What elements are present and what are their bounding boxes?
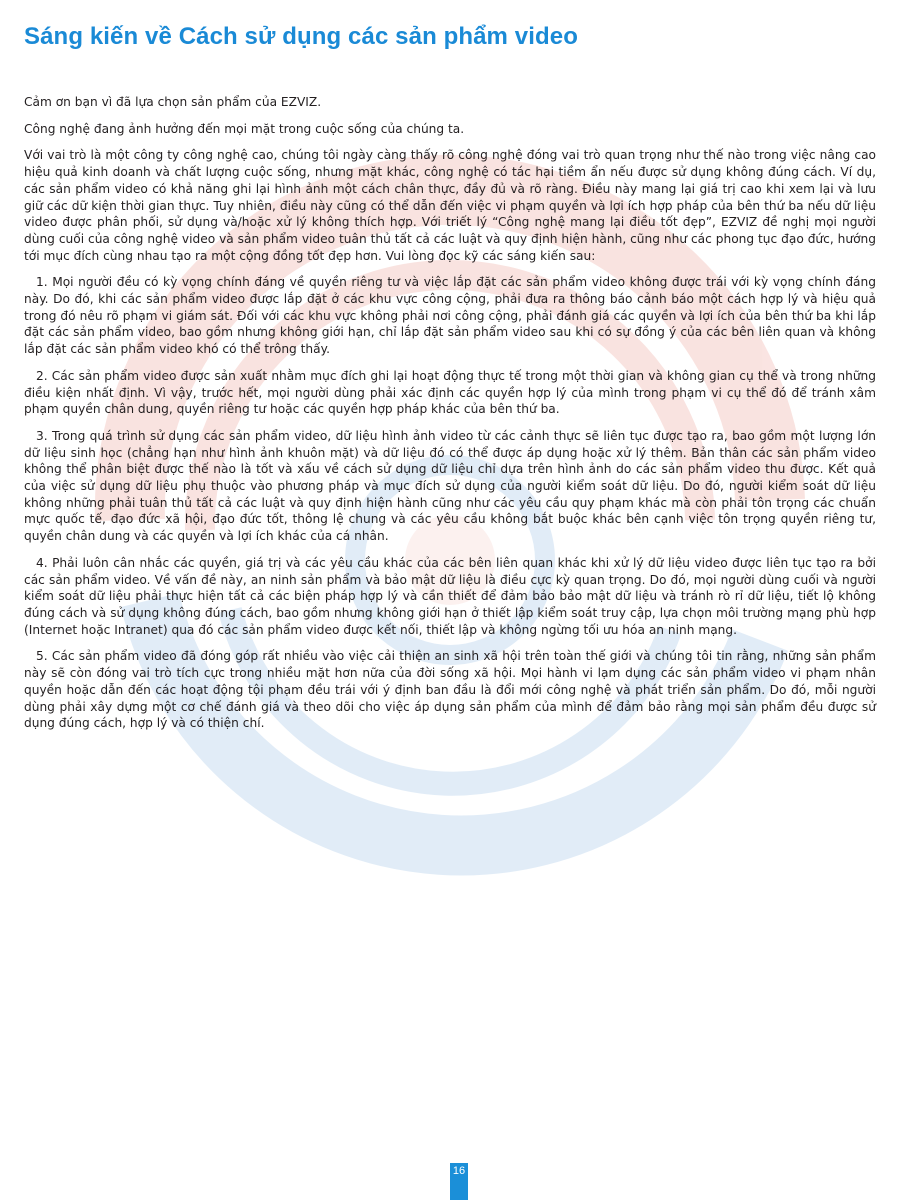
initiative-item-3: 3. Trong quá trình sử dụng các sản phẩm video, dữ liệu hình ảnh video từ các cảnh thực sẽ liên tục được tạo ra, bao gồm một lượng lớn dữ liệu sinh học (chẳng hạn như hình ảnh khuôn mặt) và dữ liệu đó có thể được áp dụng hoặc xử lý thêm. Bản thân các sản phẩm video không thể phân biệt được thế nào là tốt và xấu về cách sử dụng dữ liệu chỉ dựa trên hình ảnh do các sản phẩm video thu được. Kết quả của việc sử dụng dữ liệu phụ thuộc vào phương pháp và mục đích sử dụng của người kiểm soát dữ liệu. Do đó, người kiểm soát dữ liệu không những phải tuân thủ tất cả các luật và quy định hiện hành cũng như các yêu cầu quy phạm khác mà còn phải tôn trọng các chuẩn mực quốc tế, đạo đức xã hội, đạo đức tốt, thông lệ chung và các yêu cầu không bắt buộc khác bên cạnh việc tôn trọng quyền riêng tư, quyền chân dung và các quyền và lợi ích khác của cá nhân. bbox=[24, 428, 876, 544]
initiative-item-5: 5. Các sản phẩm video đã đóng góp rất nhiều vào việc cải thiện an sinh xã hội trên toàn thế giới và chúng tôi tin rằng, những sản phẩm này sẽ còn đóng vai trò tích cực trong nhiều mặt hơn nữa của đời sống xã hội. Mọi hành vi lạm dụng các sản phẩm video vi phạm nhân quyền hoặc dẫn đến các hoạt động tội phạm đều trái với ý định ban đầu là đổi mới công nghệ và phát triển sản phẩm. Do đó, mỗi người dùng phải xây dựng một cơ chế đánh giá và theo dõi cho việc áp dụng sản phẩm của mình để đảm bảo rằng mọi sản phẩm đều được sử dụng đúng cách, hợp lý và có thiện chí. bbox=[24, 649, 876, 731]
intro-paragraph: Công nghệ đang ảnh hưởng đến mọi mặt trong cuộc sống của chúng ta. bbox=[24, 121, 465, 136]
initiative-item-4: 4. Phải luôn cân nhắc các quyền, giá trị và các yêu cầu khác của các bên liên quan khác khi xử lý dữ liệu video được liên tục tạo ra bởi các sản phẩm video. Về vấn đề này, an ninh sản phẩm và bảo mật dữ liệu là điều cực kỳ quan trọng. Do đó, mọi người dùng cuối và người kiểm soát dữ liệu phải thực hiện tất cả các biện pháp hợp lý và cần thiết để đảm bảo bảo mật dữ liệu và tránh rò rỉ dữ liệu, tiết lộ không đúng cách và sử dụng không đúng cách, bao gồm nhưng không giới hạn ở thiết lập kiểm soát truy cập, lựa chọn môi trường mạng phù hợp (Internet hoặc Intranet) qua đó các sản phẩm video được kết nối, thiết lập và không ngừng tối ưu hóa an ninh mạng. bbox=[24, 555, 876, 637]
context-paragraph: Với vai trò là một công ty công nghệ cao, chúng tôi ngày càng thấy rõ công nghệ đóng vai trò quan trọng như thế nào trong việc nâng cao hiệu quả kinh doanh và chất lượng cuộc sống, nhưng mặt khác, công nghệ có tác hại tiềm ẩn nếu được sử dụng không đúng cách. Ví dụ, các sản phẩm video có khả năng ghi lại hình ảnh một cách chân thực, đầy đủ và rõ ràng. Điều này mang lại giá trị cao khi xem lại và lưu giữ các dữ kiện thời gian thực. Tuy nhiên, điều này cũng có thể dẫn đến việc vi phạm quyền và lợi ích hợp pháp của bên thứ ba nếu dữ liệu video được phân phối, sử dụng và/hoặc xử lý không thích hợp. Với triết lý “Công nghệ mang lại điều tốt đẹp”, EZVIZ đề nghị mọi người dùng cuối của công nghệ video và sản phẩm video tuân thủ tất cả các luật và quy định hiện hành, cũng như các phong tục đạo đức, hướng tới mục đích cùng nhau tạo ra một cộng đồng tốt đẹp hơn. Vui lòng đọc kỹ các sáng kiến sau: bbox=[24, 148, 876, 263]
document-body bbox=[24, 94, 876, 732]
page-title: Sáng kiến về Cách sử dụng các sản phẩm video bbox=[24, 23, 578, 50]
document-page bbox=[24, 20, 876, 742]
thanks-paragraph: Cảm ơn bạn vì đã lựa chọn sản phẩm của EZVIZ. bbox=[24, 95, 322, 109]
page-number-tab: 16 bbox=[450, 1163, 468, 1200]
initiative-item-1: 1. Mọi người đều có kỳ vọng chính đáng về quyền riêng tư và việc lắp đặt các sản phẩm video không được trái với kỳ vọng chính đáng này. Do đó, khi các sản phẩm video được lắp đặt ở các khu vực công cộng, phải đưa ra thông báo cảnh báo một cách hợp lý và hiệu quả trong đó nêu rõ phạm vi giám sát. Đối với các khu vực không phải nơi công cộng, phải đánh giá các quyền và lợi ích của bên thứ ba khi lắp đặt các sản phẩm video, bao gồm nhưng không giới hạn, chỉ lắp đặt sản phẩm video sau khi có sự đồng ý của các bên liên quan và không lắp đặt các sản phẩm video khó có thể trông thấy. bbox=[24, 275, 876, 357]
initiative-item-2: 2. Các sản phẩm video được sản xuất nhằm mục đích ghi lại hoạt động thực tế trong một thời gian và không gian cụ thể và trong những điều kiện nhất định. Vì vậy, trước hết, mọi người dùng phải xác định các quyền hợp lý của mình trong phạm vi cụ thể đó để tránh xâm phạm quyền chân dung, quyền riêng tư hoặc các quyền hợp pháp khác của bên thứ ba. bbox=[24, 368, 876, 417]
